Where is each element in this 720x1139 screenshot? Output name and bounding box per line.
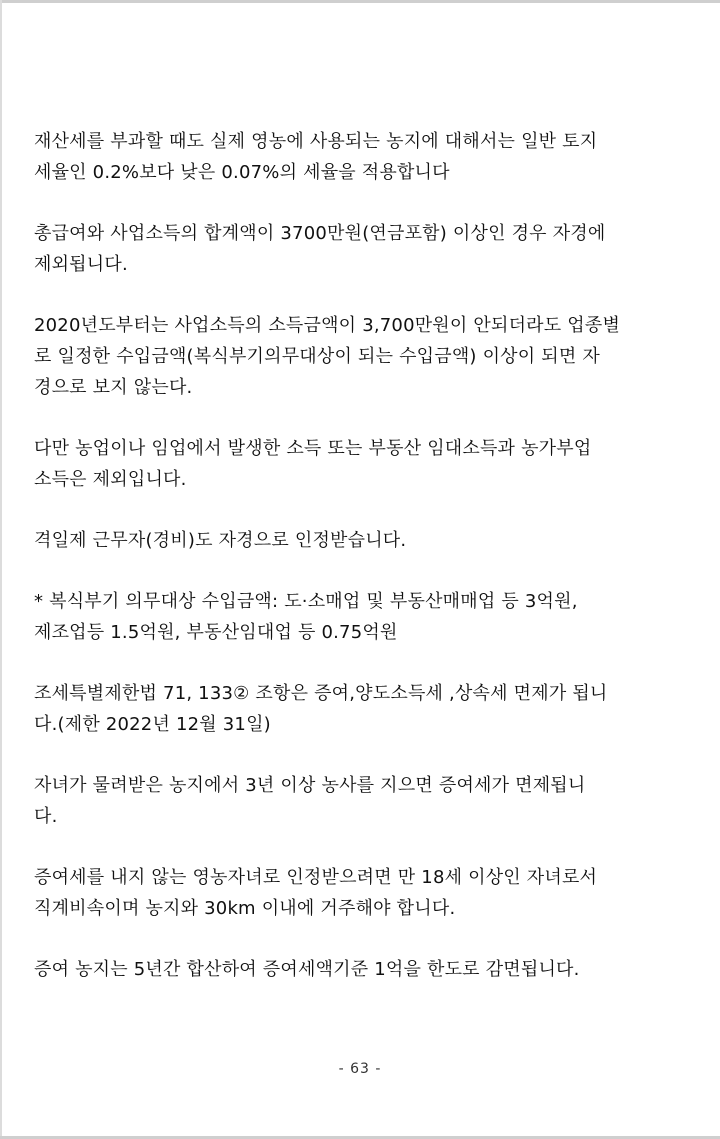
paragraph-shift-workers bbox=[34, 525, 690, 556]
text-line: 증여세를 내지 않는 영농자녀로 인정받으려면 만 18세 이상인 자녀로서 bbox=[34, 867, 598, 888]
text-line: 다.(제한 2022년 12월 31일) bbox=[34, 714, 271, 735]
page-top-border bbox=[0, 0, 720, 3]
text-line: 로 일정한 수입금액(복식부기의무대상이 되는 수입금액) 이상이 되면 자 bbox=[34, 346, 600, 367]
text-line: 총급여와 사업소득의 합계액이 3700만원(연금포함) 이상인 경우 자경에 bbox=[34, 223, 606, 244]
text-line: 2020년도부터는 사업소득의 소득금액이 3,700만원이 안되더라도 업종별 bbox=[34, 315, 621, 336]
page-number: - 63 - bbox=[338, 1061, 382, 1077]
page-left-border bbox=[0, 0, 2, 1139]
text-line: 재산세를 부과할 때도 실제 영농에 사용되는 농지에 대해서는 일반 토지 bbox=[34, 131, 598, 152]
text-line: * 복식부기 의무대상 수입금액: 도·소매업 및 부동산매매업 등 3억원, bbox=[34, 591, 578, 612]
paragraph-bookkeeping-note bbox=[34, 586, 690, 648]
paragraph-property-tax bbox=[34, 126, 690, 188]
text-line: 세율인 0.2%보다 낮은 0.07%의 세율을 적용합니다 bbox=[34, 162, 450, 183]
text-line: 증여 농지는 5년간 합산하여 증여세액기준 1억을 한도로 감면됩니다. bbox=[34, 959, 580, 980]
text-line: 소득은 제외입니다. bbox=[34, 469, 187, 490]
text-line: 제외됩니다. bbox=[34, 254, 128, 275]
text-line: 직계비속이며 농지와 30km 이내에 거주해야 합니다. bbox=[34, 898, 456, 919]
text-line: 조세특별제한법 71, 133② 조항은 증여,양도소득세 ,상속세 면제가 됩니 bbox=[34, 683, 608, 704]
paragraph-2020-rule bbox=[34, 310, 690, 403]
text-line: 다. bbox=[34, 806, 58, 827]
paragraph-farming-child bbox=[34, 862, 690, 924]
text-line: 다만 농업이나 임업에서 발생한 소득 또는 부동산 임대소득과 농가부업 bbox=[34, 438, 592, 459]
paragraph-gift-tax-exemption bbox=[34, 770, 690, 832]
text-line: 제조업등 1.5억원, 부동산임대업 등 0.75억원 bbox=[34, 622, 398, 643]
paragraph-income-limit bbox=[34, 218, 690, 280]
text-line: 격일제 근무자(경비)도 자경으로 인정받습니다. bbox=[34, 530, 407, 551]
paragraph-reduction-limit bbox=[34, 954, 690, 985]
document-body bbox=[34, 126, 690, 1015]
text-line: 자녀가 물려받은 농지에서 3년 이상 농사를 지으면 증여세가 면제됩니 bbox=[34, 775, 586, 796]
text-line: 경으로 보지 않는다. bbox=[34, 377, 193, 398]
paragraph-exclusions bbox=[34, 433, 690, 495]
paragraph-special-tax-law bbox=[34, 678, 690, 740]
